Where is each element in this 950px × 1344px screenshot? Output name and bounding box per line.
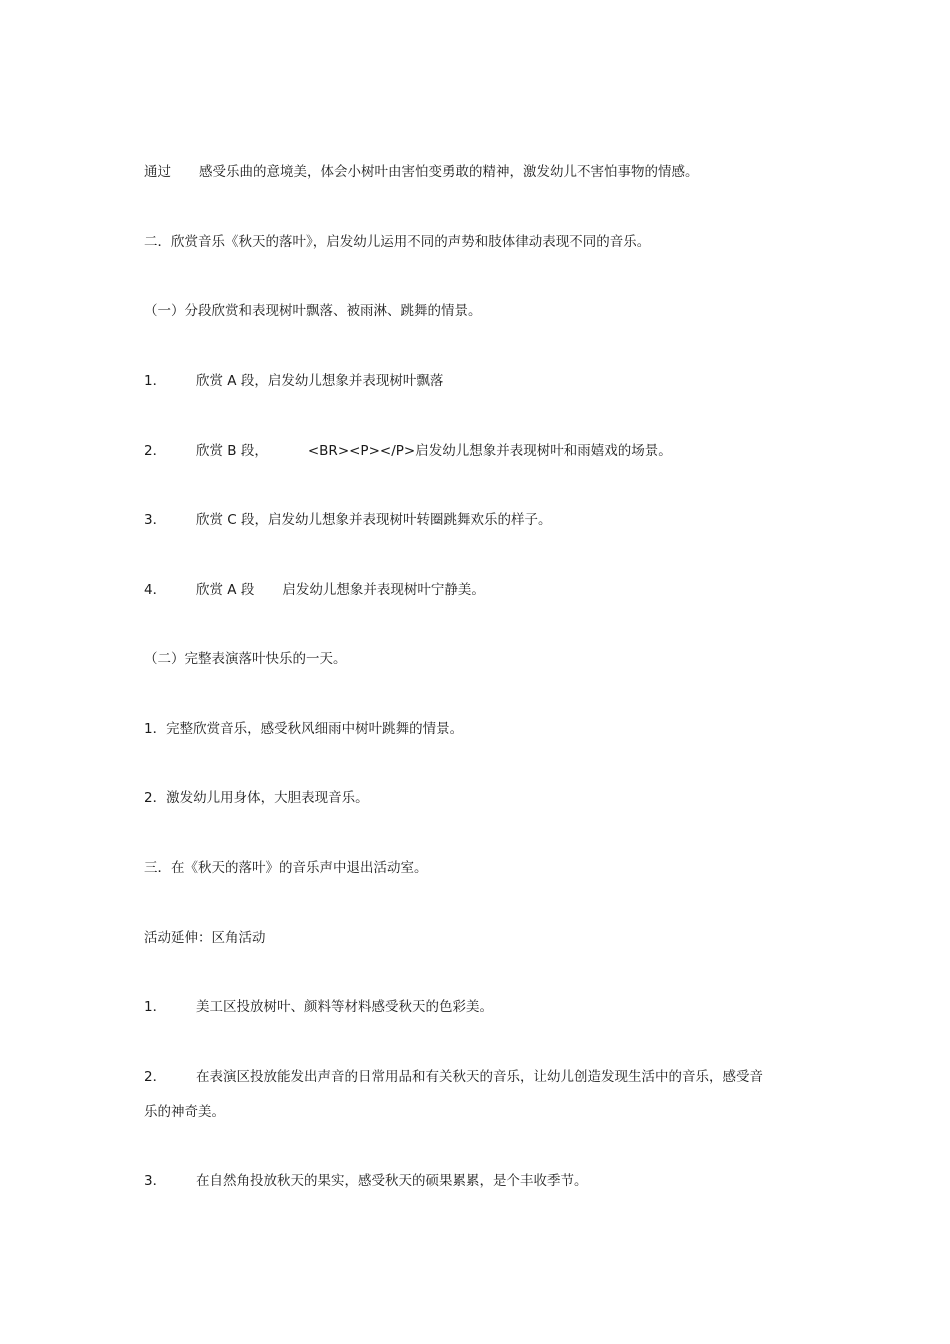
section-two-heading: 二．欣赏音乐《秋天的落叶》，启发幼儿运用不同的声势和肢体律动表现不同的音乐。 — [144, 234, 651, 250]
list-item — [144, 442, 672, 460]
paragraph: 1．完整欣赏音乐，感受秋风细雨中树叶跳舞的情景。 — [144, 721, 464, 737]
paragraph: 2．激发幼儿用身体，大胆表现音乐。 — [144, 790, 369, 806]
list-text: 在表演区投放能发出声音的日常用品和有关秋天的音乐，让幼儿创造发现生活中的音乐，感受音 — [196, 1069, 763, 1085]
list-number: 2． — [144, 443, 167, 459]
list-number: 2． — [144, 1069, 167, 1085]
list-text: 美工区投放树叶、颜料等材料感受秋天的色彩美。 — [196, 999, 493, 1015]
list-item-continuation: 乐的神奇美。 — [144, 1104, 225, 1120]
list-text-extra: <BR><P></P>启发幼儿想象并表现树叶和雨嬉戏的场景。 — [307, 443, 672, 459]
list-number: 3． — [144, 512, 167, 528]
list-item — [144, 998, 493, 1016]
subsection-two-heading: （二）完整表演落叶快乐的一天。 — [144, 651, 347, 667]
paragraph-intro — [144, 163, 699, 181]
list-item — [144, 581, 485, 599]
list-text: 欣赏 A 段 — [196, 582, 255, 598]
list-text-extra: 启发幼儿想象并表现树叶宁静美。 — [282, 582, 485, 598]
list-item — [144, 511, 552, 529]
list-item — [144, 372, 443, 390]
intro-lead: 通过 — [144, 164, 171, 180]
list-text: 欣赏 C 段，启发幼儿想象并表现树叶转圈跳舞欢乐的样子。 — [196, 512, 552, 528]
list-text: 在自然角投放秋天的果实，感受秋天的硕果累累，是个丰收季节。 — [196, 1173, 588, 1189]
extension-heading: 活动延伸：区角活动 — [144, 930, 266, 946]
list-item — [144, 1068, 763, 1086]
list-text: 欣赏 A 段，启发幼儿想象并表现树叶飘落 — [196, 373, 444, 389]
list-number: 4． — [144, 582, 167, 598]
section-three-heading: 三．在《秋天的落叶》的音乐声中退出活动室。 — [144, 860, 428, 876]
list-text: 欣赏 B 段， — [196, 443, 268, 459]
list-number: 1． — [144, 373, 167, 389]
list-number: 1． — [144, 999, 167, 1015]
subsection-one-heading: （一）分段欣赏和表现树叶飘落、被雨淋、跳舞的情景。 — [144, 303, 482, 319]
list-item — [144, 1172, 588, 1190]
list-number: 3． — [144, 1173, 167, 1189]
intro-text: 感受乐曲的意境美，体会小树叶由害怕变勇敢的精神，激发幼儿不害怕事物的情感。 — [199, 164, 699, 180]
